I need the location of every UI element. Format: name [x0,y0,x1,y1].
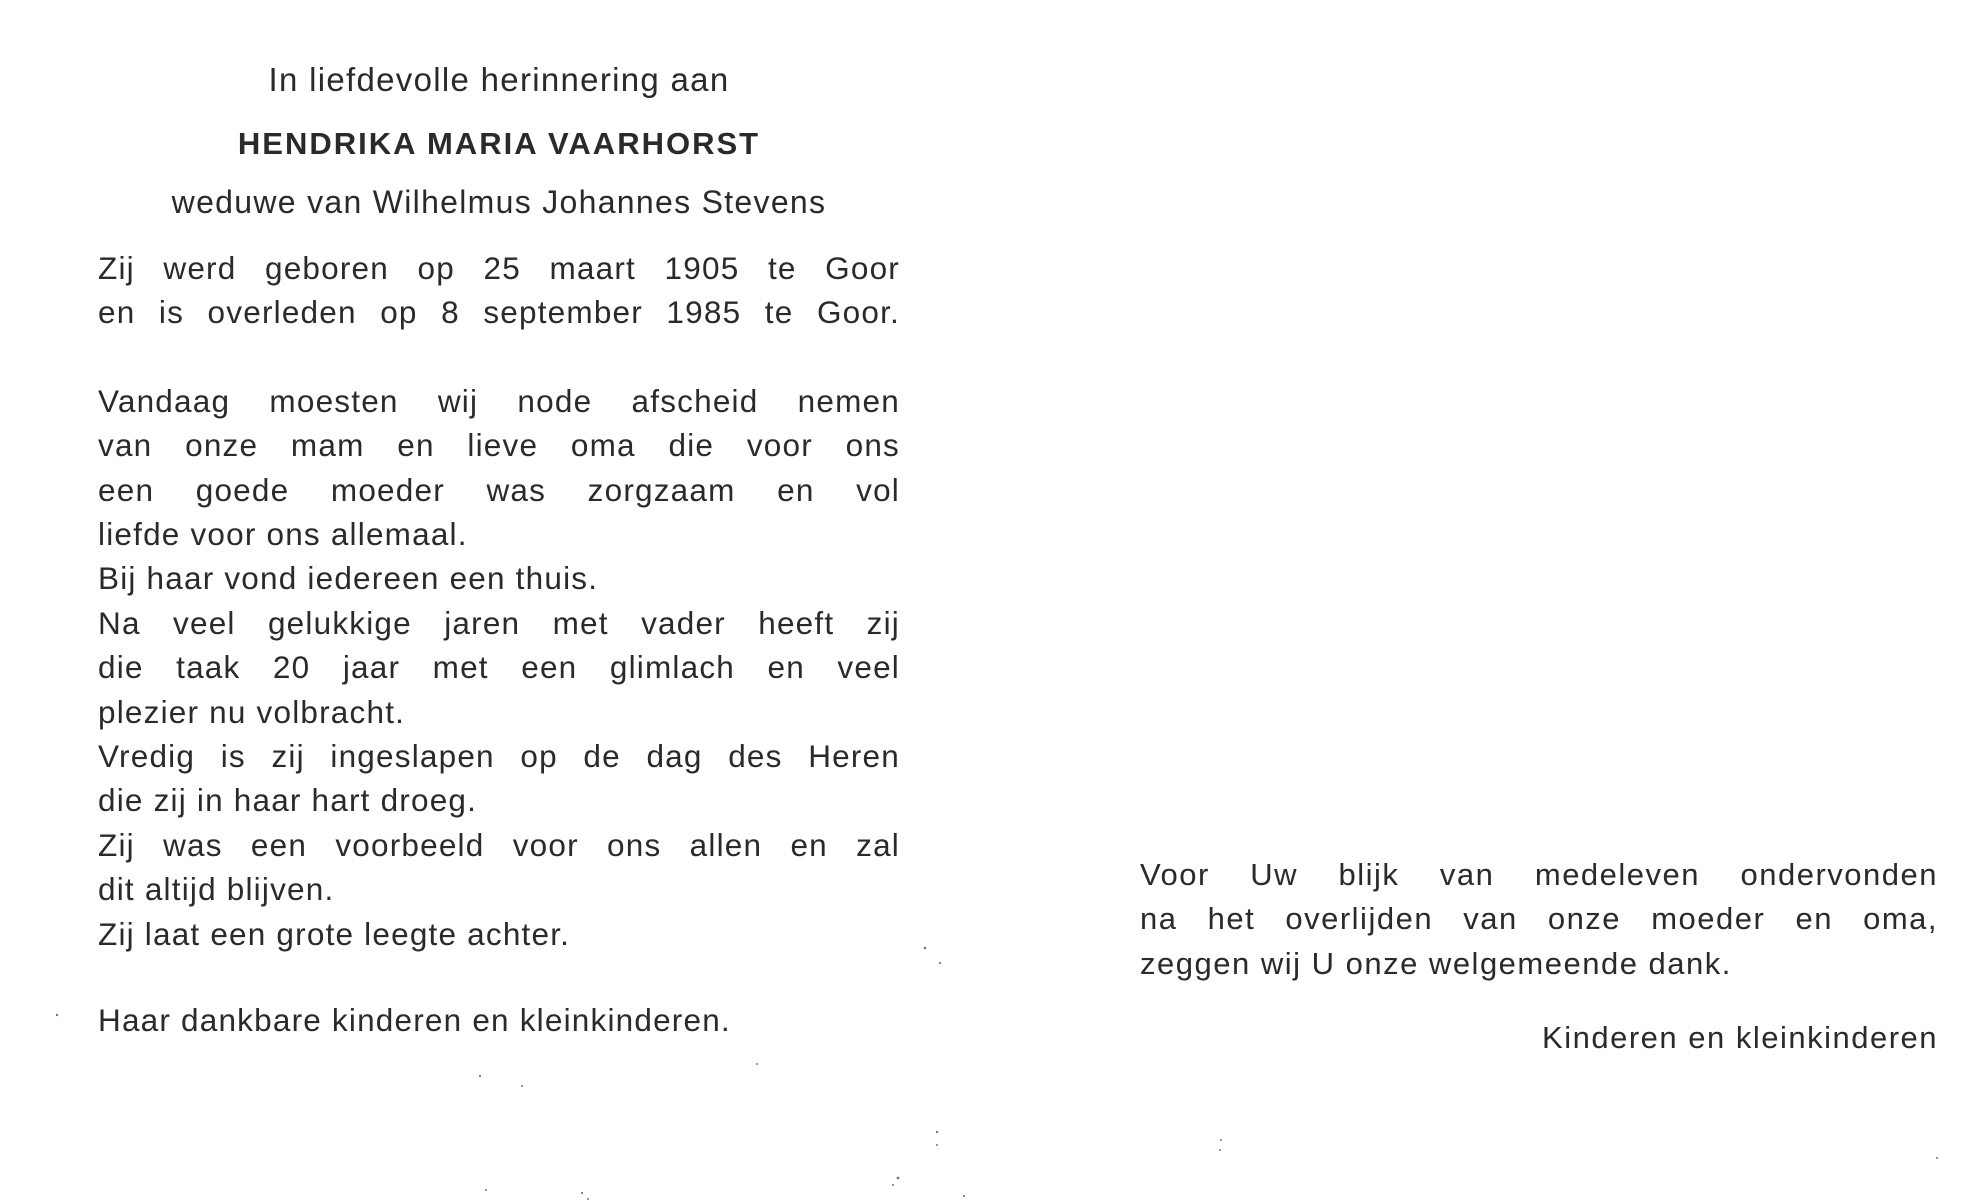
text-line: Na veel gelukkige jaren met vader heeft zij [98,604,900,641]
text-line: Vredig is zij ingeslapen op de dag des Heren [98,738,900,775]
memorial-card-text [98,58,900,1042]
birth-line: Zij werd geboren op 25 maart 1905 te Goor [98,250,900,286]
thanks-closing: Kinderen en kleinkinderen [1542,1020,1938,1056]
text-line: liefde voor ons allemaal. [98,516,468,553]
life-dates [98,246,900,335]
text-line: een goede moeder was zorgzaam en vol [98,471,900,508]
text-line: die zij in haar hart droeg. [98,782,478,819]
text-line: Bij haar vond iedereen een thuis. [98,560,599,597]
thanks-line: Voor Uw blijk van medeleven ondervonden [1140,857,1938,892]
text-line: van onze mam en lieve oma die voor ons [98,427,900,464]
text-line: Vandaag moesten wij node afscheid nemen [98,382,900,419]
thanks-line: zeggen wij U onze welgemeende dank. [1140,945,1732,981]
thanks-line: na het overlijden van onze moeder en oma, [1140,901,1938,937]
memorial-text [98,379,900,956]
deceased-name: HENDRIKA MARIA VAARHORST [237,126,761,161]
text-line: Zij was een voorbeeld voor ons allen en zal [98,826,900,863]
death-line: en is overleden op 8 september 1985 te Goor. [98,294,900,331]
text-line: plezier nu volbracht. [98,693,406,730]
widow-of-line: weduwe van Wilhelmus Johannes Stevens [171,184,827,220]
text-line: Zij laat een grote leegte achter. [98,915,571,952]
text-line: dit altijd blijven. [98,871,335,908]
family-signoff: Haar dankbare kinderen en kleinkinderen. [98,1002,731,1039]
thank-you-text [1140,853,1938,1060]
intro-line: In liefdevolle herinnering aan [268,61,730,98]
text-line: die taak 20 jaar met een glimlach en veel [98,649,900,686]
